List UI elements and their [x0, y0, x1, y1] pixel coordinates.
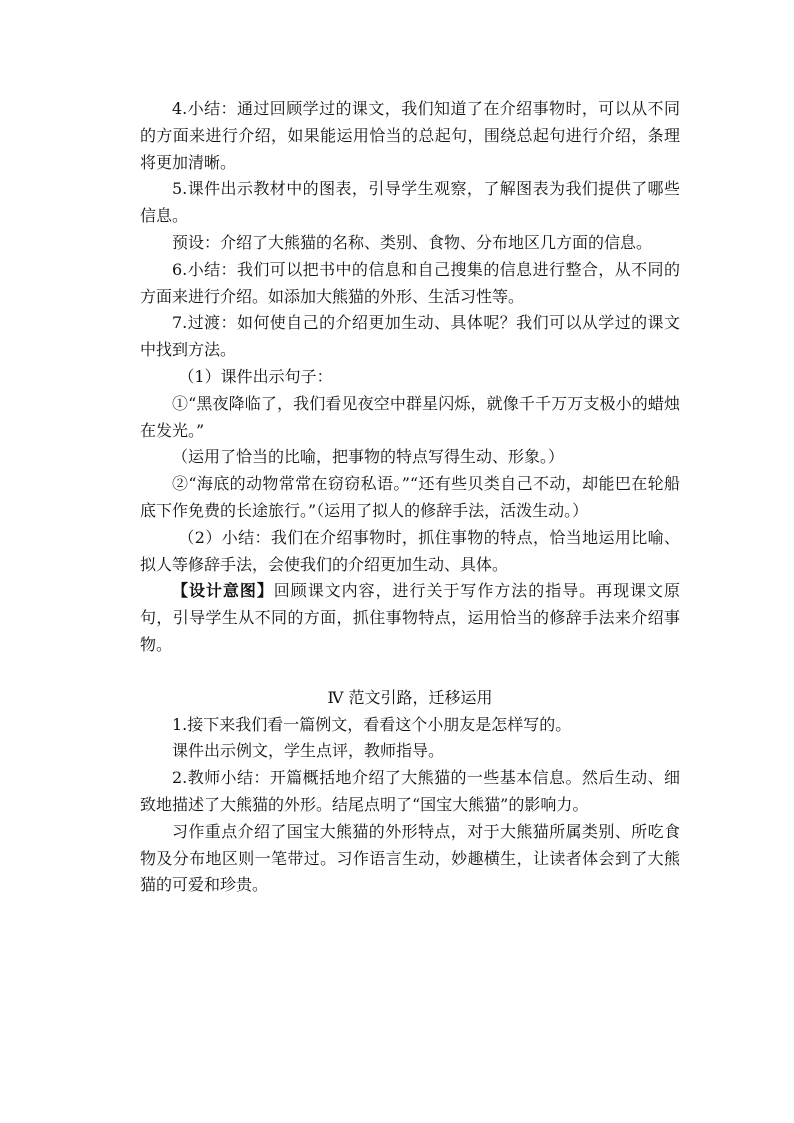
paragraph-sub-2: （2）小结：我们在介绍事物时，抓住事物的特点，恰当地运用比喻、拟人等修辞手法，会使我们的介绍更加生动、具体。	[140, 527, 680, 574]
paragraph-sub-1: （1）课件出示句子：	[178, 366, 333, 386]
paragraph-sentence-1: ①“黑夜降临了，我们看见夜空中群星闪烁，就像千千万万支极小的蜡烛在发光。”	[140, 393, 680, 440]
paragraph-sentence-1-note: （运用了恰当的比喻，把事物的特点写得生动、形象。）	[172, 447, 565, 467]
paragraph-summary-6: 6.小结：我们可以把书中的信息和自己搜集的信息进行整合，从不同的方面来进行介绍。如添加大熊猫的外形、生活习性等。	[140, 259, 680, 306]
paragraph-transition-7: 7.过渡：如何使自己的介绍更加生动、具体呢？我们可以从学过的课文中找到方法。	[140, 313, 680, 360]
paragraph-step-5: 5.课件出示教材中的图表，引导学生观察，了解图表为我们提供了哪些信息。	[140, 179, 680, 226]
paragraph-sentence-2: ②“海底的动物常常在窃窃私语。”“还有些贝类自己不动，却能巴在轮船底下作免费的长途旅行。”（运用了拟人的修辞手法，活泼生动。）	[140, 474, 680, 520]
section-heading: Ⅳ 范文引路，迁移运用	[327, 687, 493, 707]
paragraph-comment: 习作重点介绍了国宝大熊猫的外形特点，对于大熊猫所属类别、所吃食物及分布地区则一笔带过。习作语言生动，妙趣横生，让读者体会到了大熊猫的可爱和珍贵。	[140, 821, 680, 895]
paragraph-design-intent	[140, 578, 680, 658]
paragraph-example-1a: 课件出示例文，学生点评，教师指导。	[172, 741, 445, 761]
design-intent-label: 【设计意图】	[172, 581, 274, 601]
document-page	[140, 96, 680, 899]
design-intent-text: 回顾课文内容，进行关于写作方法的指导。再现课文原句，引导学生从不同的方面，抓住事物特点，运用恰当的修辞手法来介绍事物。	[140, 581, 680, 654]
paragraph-teacher-summary: 2.教师小结：开篇概括地介绍了大熊猫的一些基本信息。然后生动、细致地描述了大熊猫的外形。结尾点明了“国宝大熊猫”的影响力。	[140, 768, 680, 814]
paragraph-summary-4: 4.小结：通过回顾学过的课文，我们知道了在介绍事物时，可以从不同的方面来进行介绍，如果能运用恰当的总起句，围绕总起句进行介绍，条理将更加清晰。	[140, 99, 680, 172]
paragraph-example-1: 1.接下来我们看一篇例文，看看这个小朋友是怎样写的。	[172, 714, 572, 734]
paragraph-preset: 预设：介绍了大熊猫的名称、类别、食物、分布地区几方面的信息。	[172, 232, 653, 252]
